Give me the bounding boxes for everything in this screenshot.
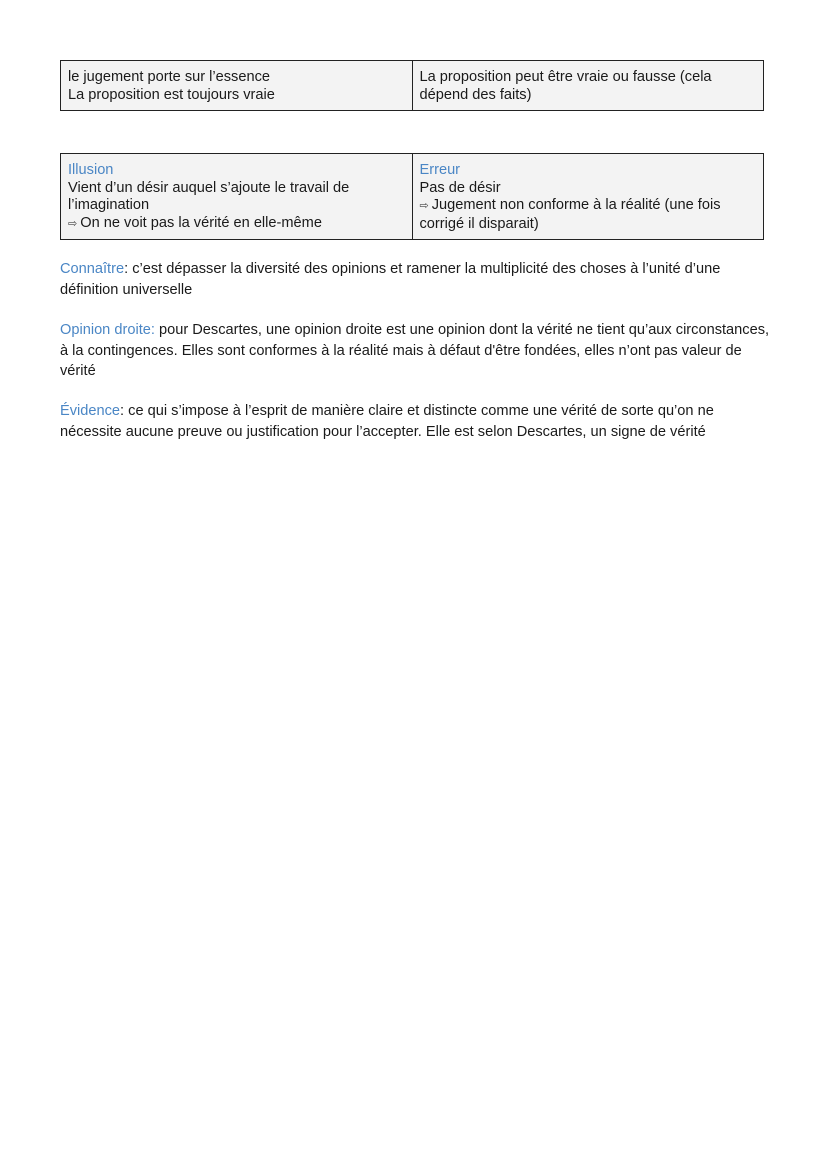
cell-text: Vient d’un désir auquel s’ajoute le travail de: [68, 179, 350, 196]
definition-connaitre: [60, 259, 770, 300]
definition-evidence: [60, 401, 770, 442]
cell-text: On ne voit pas la vérité en elle-même: [80, 214, 322, 231]
cell-text: le jugement porte sur l’essence: [68, 69, 270, 85]
cell-heading-erreur: Erreur: [419, 162, 461, 178]
cell-heading-illusion: Illusion: [68, 162, 114, 178]
table-row: [61, 154, 764, 240]
cell-text: corrigé il disparait): [419, 215, 539, 232]
cell-text: La proposition est toujours vraie: [68, 86, 275, 103]
definition-text: : ce qui s’impose à l’esprit de manière claire et distincte comme une vérité de sorte qu’on ne nécessite aucune preuve ou justification pour l’accepter. Elle est selon Descartes, un signe de vérité: [60, 403, 714, 440]
cell-text: dépend des faits): [419, 86, 532, 103]
cell-text: Pas de désir: [419, 179, 501, 196]
table-cell-illusion: [61, 154, 413, 240]
definition-text: : c’est dépasser la diversité des opinions et ramener la multiplicité des choses à l’unité d’une définition universelle: [60, 261, 721, 298]
table-cell-proposition: [412, 61, 764, 111]
definition-opinion-droite: [60, 320, 770, 382]
arrow-right-icon: ⇨: [419, 200, 429, 212]
table-row: [61, 61, 764, 111]
definition-text: pour Descartes, une opinion droite est une opinion dont la vérité ne tient qu’aux circonstances, à la contingences. Elles sont conformes à la réalité mais à défaut d'être fondées, elles n’ont pas valeur de vérité: [60, 322, 770, 379]
definition-term: Opinion droite:: [60, 322, 155, 338]
definition-term: Évidence: [60, 403, 121, 419]
definition-term: Connaître: [60, 261, 125, 277]
table-cell-erreur: [412, 154, 764, 240]
table-cell-essence: [61, 61, 413, 111]
cell-text: Jugement non conforme à la réalité (une fois: [431, 197, 721, 213]
comparison-table-illusion-erreur: [60, 153, 764, 240]
cell-text: La proposition peut être vraie ou fausse (cela: [419, 69, 712, 85]
arrow-right-icon: ⇨: [68, 217, 78, 230]
comparison-table-jugement: [60, 60, 764, 111]
cell-text: l’imagination: [68, 197, 150, 213]
